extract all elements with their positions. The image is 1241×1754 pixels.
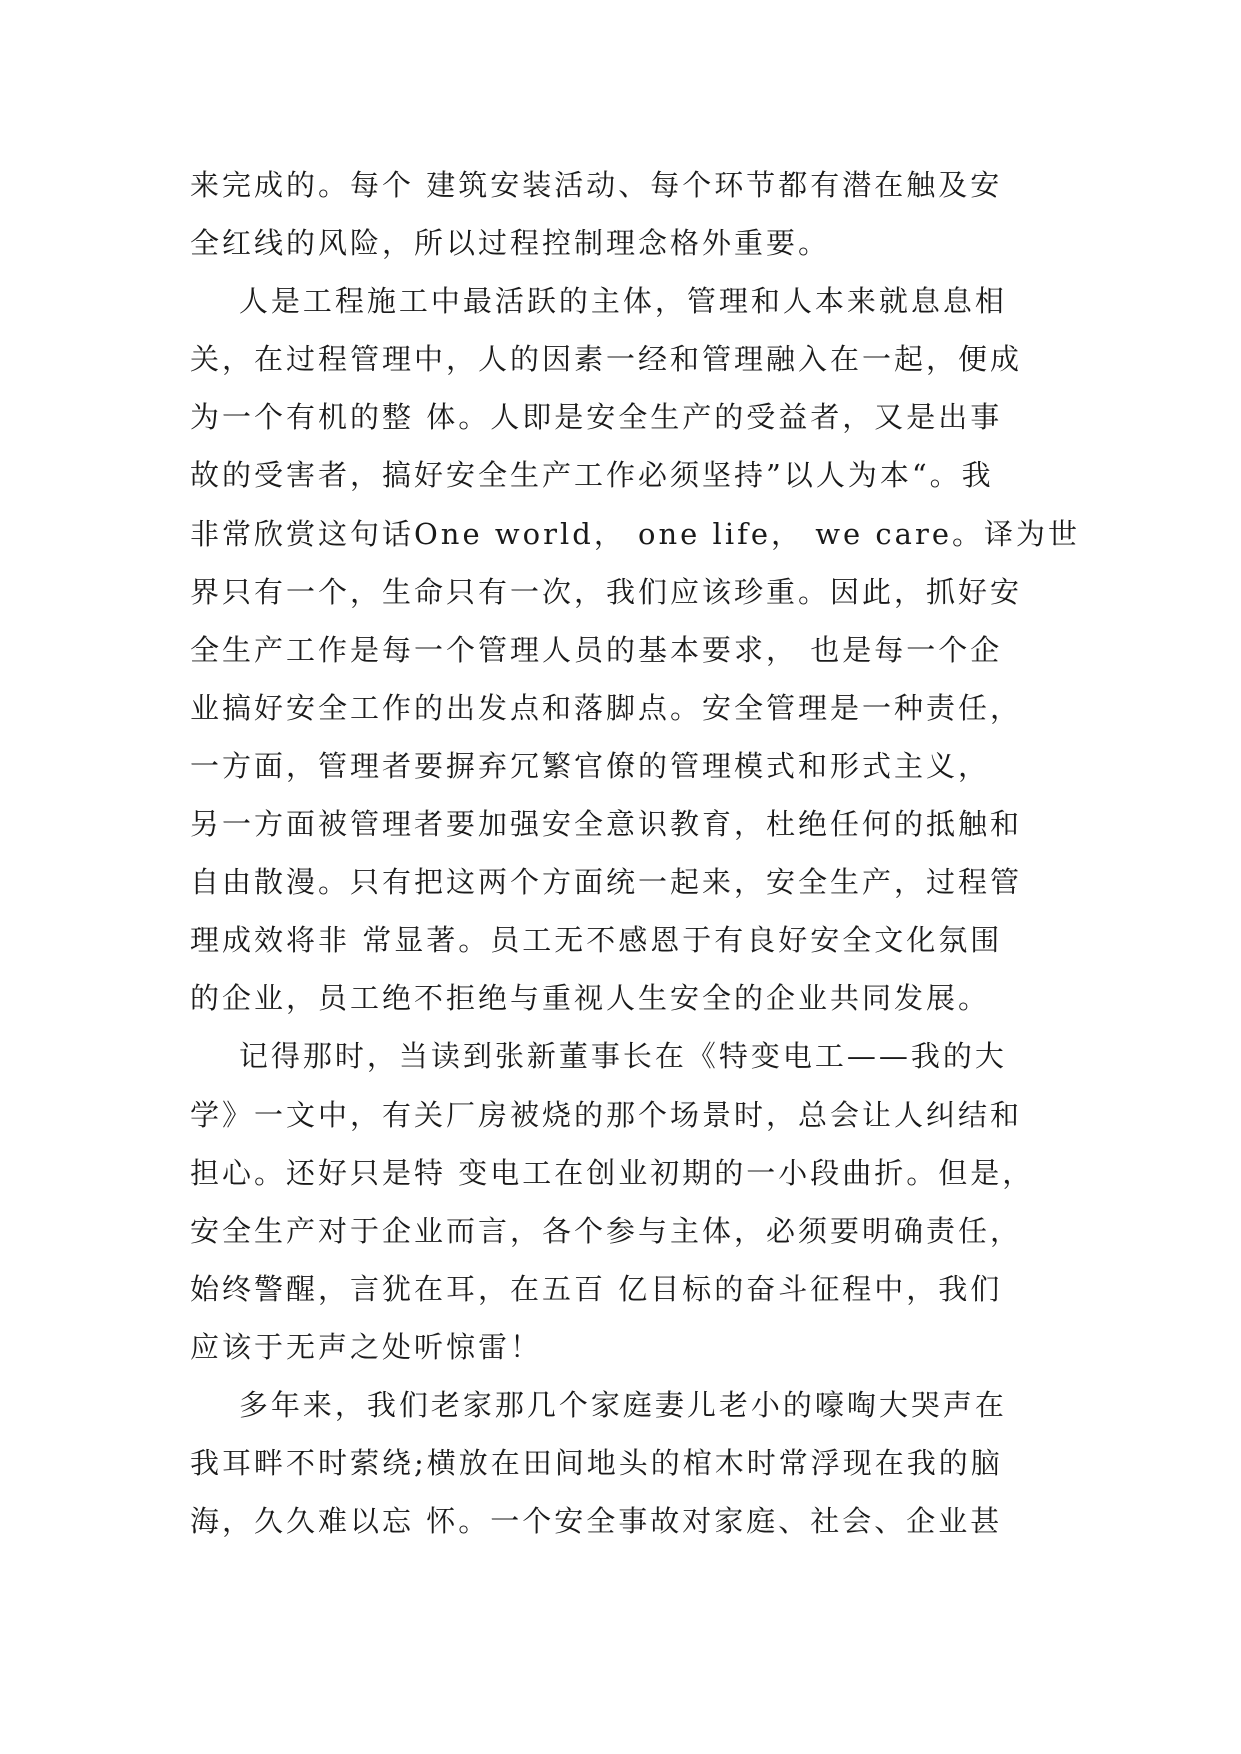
text-line: 海，久久难以忘 怀。一个安全事故对家庭、社会、企业甚 [190,1504,1003,1539]
text-line: 的企业，员工绝不拒绝与重视人生安全的企业共同发展。 [190,981,991,1016]
text-line: 全红线的风险，所以过程控制理念格外重要。 [190,226,831,261]
text-line: 担心。还好只是特 变电工在创业初期的一小段曲折。但是， [190,1155,1035,1190]
text-line: 安全生产对于企业而言，各个参与主体，必须要明确责任， [190,1213,1023,1248]
text-line: 故的受害者，搞好安全生产工作必须坚持”以人为本“。我 [190,458,994,493]
text-line: 关，在过程管理中，人的因素一经和管理融入在一起，便成 [190,342,1023,377]
text-line: 界只有一个，生命只有一次，我们应该珍重。因此，抓好安 [190,574,1023,609]
text-line: 应该于无声之处听惊雷！ [190,1329,543,1364]
text-line: 我耳畔不时萦绕;横放在田间地头的棺木时常浮现在我的脑 [190,1446,1003,1481]
text-line: 多年来，我们老家那几个家庭妻儿老小的嚎啕大哭声在 [190,1387,1007,1422]
text-line: 记得那时，当读到张新董事长在《特变电工——我的大 [190,1039,1007,1074]
text-line: 人是工程施工中最活跃的主体，管理和人本来就息息相 [190,284,1007,319]
text-line: 为一个有机的整 体。人即是安全生产的受益者，又是出事 [190,400,1003,435]
text-line: 理成效将非 常显著。员工无不感恩于有良好安全文化氛围 [190,923,1003,958]
text-line: 始终警醒，言犹在耳，在五百 亿目标的奋斗征程中，我们 [190,1271,1003,1306]
text-line: 全生产工作是每一个管理人员的基本要求， 也是每一个企 [190,632,1003,667]
text-line: 来完成的。每个 建筑安装活动、每个环节都有潜在触及安 [190,168,1003,202]
text-line: 一方面，管理者要摒弃冗繁官僚的管理模式和形式主义， [190,748,991,783]
body-text [190,156,1080,1550]
text-line: 自由散漫。只有把这两个方面统一起来，安全生产，过程管 [190,865,1023,900]
text-line: 学》一文中，有关厂房被烧的那个场景时，总会让人纠结和 [190,1097,1023,1132]
text-line: 非常欣赏这句话One world， one life， we care。译为世 [190,516,1080,551]
text-line: 业搞好安全工作的出发点和落脚点。安全管理是一种责任， [190,690,1023,725]
text-line: 另一方面被管理者要加强安全意识教育，杜绝任何的抵触和 [190,807,1023,842]
